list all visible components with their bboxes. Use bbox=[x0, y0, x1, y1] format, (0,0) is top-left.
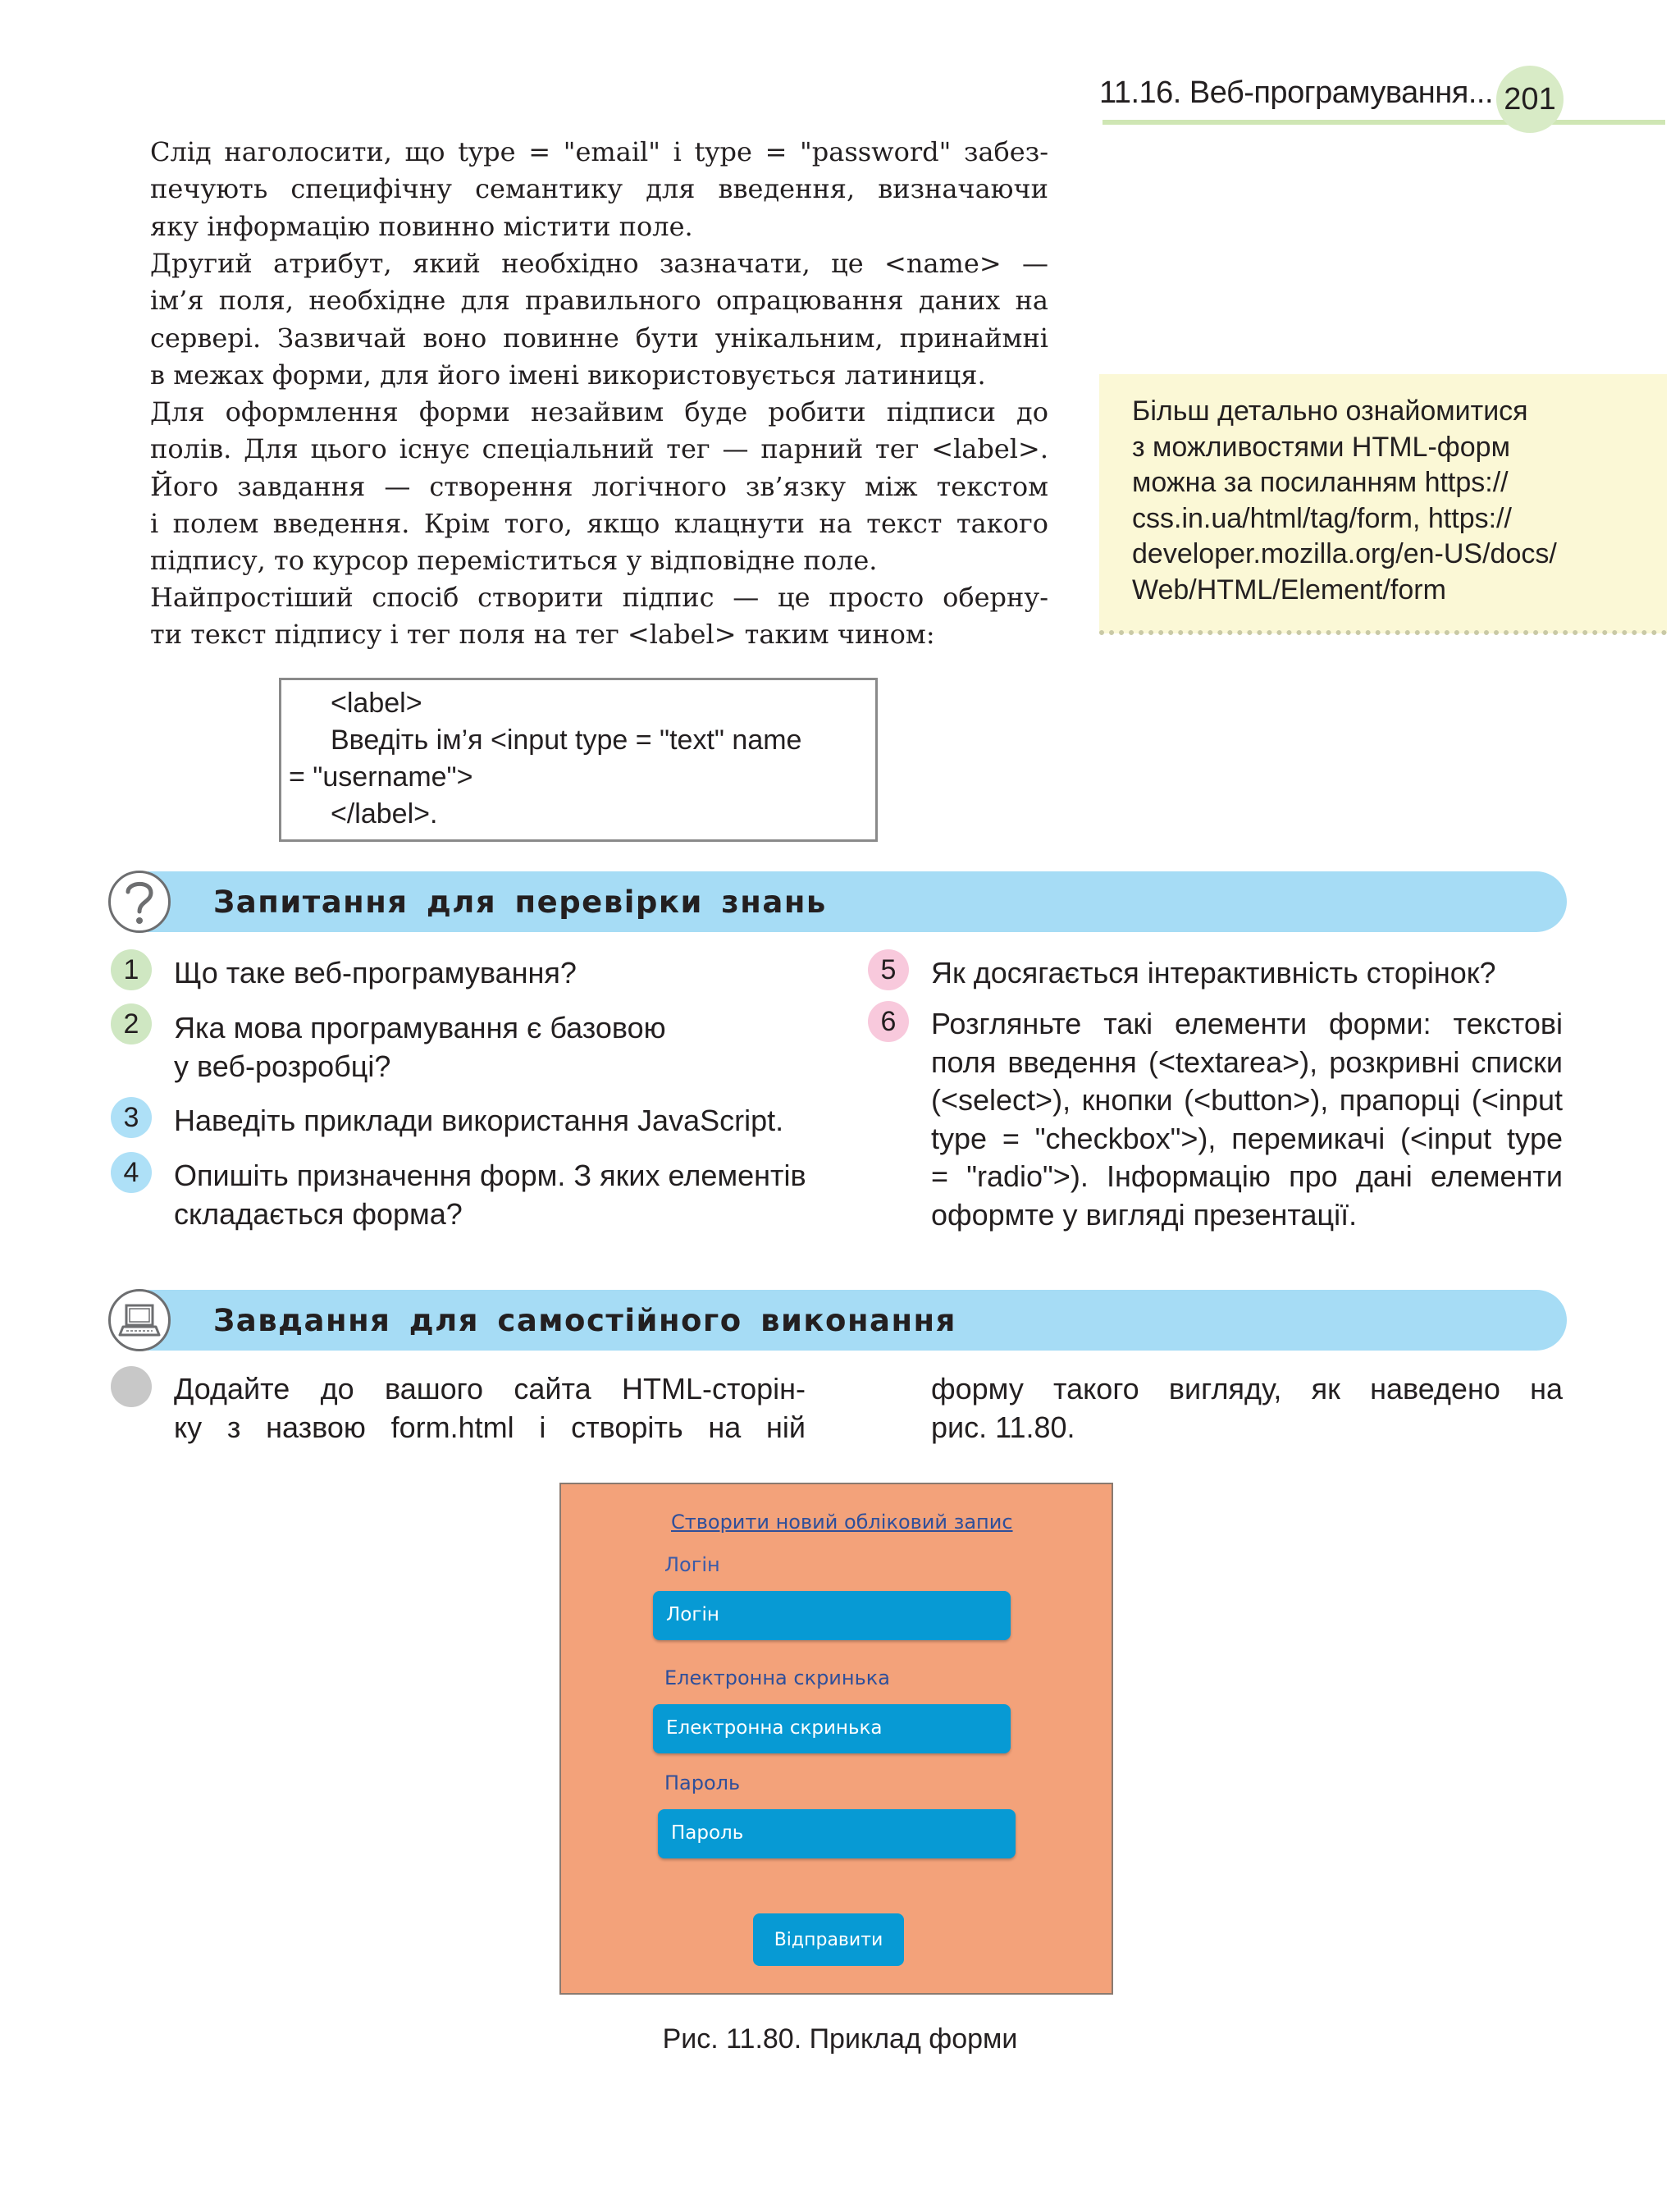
question-1: Що таке веб-програмування? bbox=[174, 956, 577, 990]
paragraph-1: Слід наголосити, що type = "email" і type = "password" забез- печують специфічну семантику для введення, визначаючи яку інформацію повинно містити поле. bbox=[150, 136, 1048, 242]
page-number: 201 bbox=[1496, 66, 1564, 133]
form-heading-link[interactable]: Створити новий обліковий запис bbox=[671, 1511, 1013, 1534]
paragraph-3: Для оформлення форми незайвим буде робити підписи до полів. Для цього існує спеціальний тег — парний тег <label>. Його завдання — створення логічного зв’язку між текстом і полем введення. Крім того, якщо клацнути на текст такого підпису, то курсор переміститься у відповідне поле. bbox=[150, 396, 1048, 577]
code-line-1: <label> bbox=[331, 688, 422, 719]
header-rule bbox=[1102, 120, 1665, 125]
task-text-left: Додайте до вашого сайта HTML-сторін- ку з назвою form.html і створіть на ній bbox=[174, 1372, 806, 1444]
question-number-5: 5 bbox=[868, 949, 909, 990]
password-input[interactable] bbox=[658, 1809, 1016, 1858]
laptop-icon bbox=[108, 1289, 171, 1351]
questions-section-title: Запитання для перевірки знань bbox=[213, 885, 827, 920]
login-label: Логін bbox=[664, 1553, 720, 1576]
code-line-3: = "username"> bbox=[289, 761, 473, 793]
question-mark-icon bbox=[108, 871, 171, 933]
email-placeholder: Електронна скринька bbox=[666, 1717, 883, 1739]
question-5: Як досягається інтерактивність сторінок? bbox=[931, 956, 1496, 990]
question-3: Наведіть приклади використання JavaScript. bbox=[174, 1104, 784, 1137]
side-note-dotted-rule bbox=[1099, 630, 1667, 635]
password-placeholder: Пароль bbox=[671, 1822, 744, 1844]
login-input[interactable] bbox=[653, 1591, 1011, 1640]
submit-button[interactable]: Відправити bbox=[753, 1913, 904, 1966]
question-number-3: 3 bbox=[111, 1097, 152, 1138]
question-number-2: 2 bbox=[111, 1003, 152, 1045]
running-header-title: 11.16. Веб-програмування... bbox=[1099, 75, 1493, 110]
task-text-right: форму такого вигляду, як наведено на рис. 11.80. bbox=[931, 1372, 1563, 1444]
question-2: Яка мова програмування є базовою у веб-розробці? bbox=[174, 1011, 666, 1083]
code-line-2: Введіть ім’я <input type = "text" name bbox=[331, 725, 802, 756]
question-number-1: 1 bbox=[111, 949, 152, 990]
figure-caption: Рис. 11.80. Приклад форми bbox=[662, 2023, 1018, 2055]
code-line-4: </label>. bbox=[331, 798, 438, 830]
email-input[interactable] bbox=[653, 1704, 1011, 1753]
password-label: Пароль bbox=[664, 1771, 741, 1794]
question-6: Розгляньте такі елементи форми: текстові поля введення (<textarea>), розкривні списки (<select>), кнопки (<button>), прапорці (<input type = "checkbox">), перемикачі (<input type = "radio">). Інформацію про дані елементи оформте у вигляді презентації. bbox=[931, 1007, 1563, 1232]
question-4: Опишіть призначення форм. З яких елементів складається форма? bbox=[174, 1159, 806, 1231]
paragraph-2: Другий атрибут, який необхідно зазначати, це <name> — ім’я поля, необхідне для правильного опрацювання даних на сервері. Зазвичай воно повинне бути унікальним, принаймні в межах форми, для його імені використовується латиниця. bbox=[150, 248, 1048, 391]
email-label: Електронна скринька bbox=[664, 1666, 890, 1689]
paragraph-4: Найпростіший спосіб створити підпис — це просто оберну- ти текст підпису і тег поля на тег <label> таким чином: bbox=[150, 582, 1048, 651]
login-placeholder: Логін bbox=[666, 1604, 719, 1625]
question-number-6: 6 bbox=[868, 1001, 909, 1042]
side-note-text: Більш детально ознайомитися з можливостями HTML-форм можна за посиланням https:// css.in.ua/html/tag/form, https:// developer.mozilla.org/en-US/docs/ Web/HTML/Element/form bbox=[1132, 395, 1557, 606]
question-number-4: 4 bbox=[111, 1152, 152, 1193]
task-bullet bbox=[111, 1366, 152, 1407]
tasks-section-title: Завдання для самостійного виконання bbox=[213, 1303, 956, 1338]
example-form-figure bbox=[559, 1483, 1113, 1995]
